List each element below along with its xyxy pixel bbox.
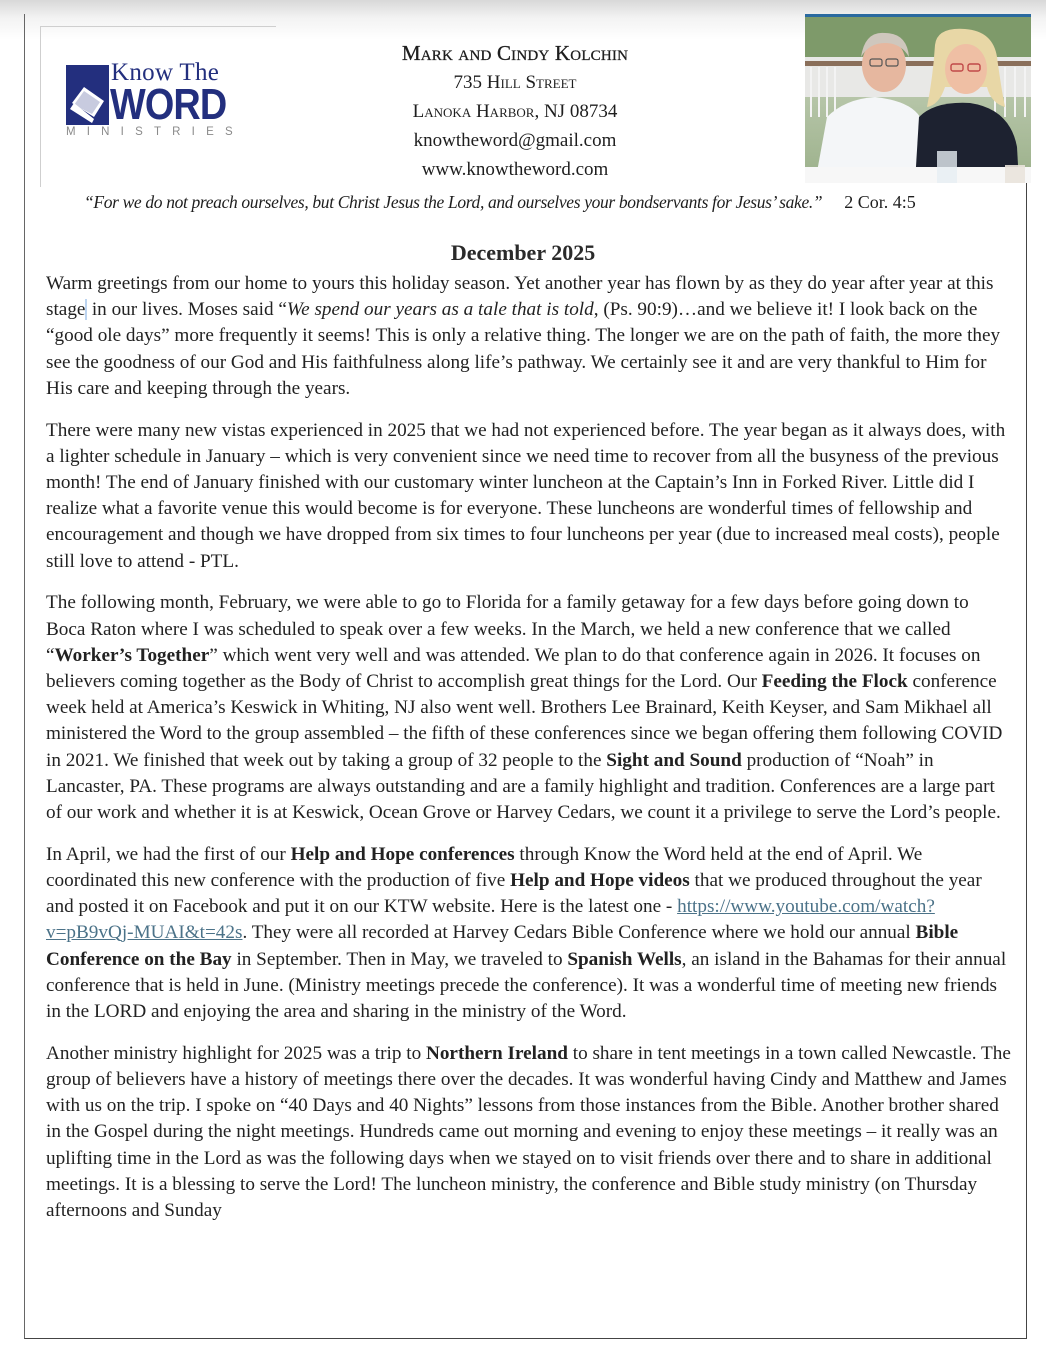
know-the-word-logo (66, 59, 251, 143)
verse-reference: 2 Cor. 4:5 (844, 192, 916, 212)
contact-block (350, 38, 680, 184)
scripture-verse (84, 192, 1014, 213)
couple-photo (805, 14, 1031, 183)
verse-quote: “For we do not preach ourselves, but Christ Jesus the Lord, and ourselves your bondservants for Jesus’ sake.” (84, 192, 823, 212)
paragraph-new-vistas: There were many new vistas experienced in 2025 that we had not experienced before. The year began as it always does, with a lighter schedule in January – which is very convenient since we need time to recover from all the busyness of the previous month! The end of January finished with our customary winter luncheon at the Captain’s Inn in Forked River. Little did I realize what a favorite venue this would become is for everyone. These luncheons are wonderful times of fellowship and encouragement and though we have dropped from six times to four luncheons per year (due to increased meal costs), people still love to attend - PTL. (46, 419, 1006, 572)
logo-word: WORD (110, 80, 227, 129)
website-address[interactable]: www.knowtheword.com (421, 159, 609, 180)
paragraph-northern-ireland: Another ministry highlight for 2025 was a trip to Northern Ireland to share in tent meetings in a town called Newcastle. The group of believers have a history of meetings there over the decades. It was wonderful having Cindy and Matthew and James with us on the trip. I spoke on “40 Days and 40 Nights” lessons from those instances from the Bible. Another brother shared in the Gospel during the night meetings. Hundreds came out morning and evening to enjoy these meetings – it really was an uplifting time in the Lord as was the following days when we stayed on to visit friends over there and to share in additional meetings. It is a blessing to serve the Lord! The luncheon ministry, the conference and Bible study ministry (on Thursday afternoons and Sunday (46, 1042, 1011, 1222)
paragraph-february-march: The following month, February, we were able to go to Florida for a family getaway for a few days before going down to Boca Raton where I was scheduled to speak over a few weeks. In the March, we held a new conference that we called “Worker’s Together” which went very well and was attended. We plan to do that conference again in 2026. It focuses on believers coming together as the Body of Christ to accomplish great things for the Lord. Our Feeding the Flock conference week held at America’s Keswick in Whiting, NJ also went well. Brothers Lee Brainard, Keith Keyser, and Sam Mikhael all ministered the Word to the group assembled – the fifth of these conferences since we began offering them following COVID in 2021. We finished that week out by taking a group of 32 people to the Sight and Sound production of “Noah” in Lancaster, PA. These programs are always outstanding and are a family highlight and tradition. Conferences are a large part of our work and whether it is at Keswick, Ocean Grove or Harvey Cedars, we count it a privilege to serve the Lord’s people. (46, 592, 1003, 824)
newsletter-title: December 2025 (450, 240, 596, 265)
email-address[interactable]: knowtheword@gmail.com (413, 130, 617, 151)
logo-ministries: MINISTRIES (66, 126, 244, 138)
logo-know-the: Know The (111, 59, 220, 86)
paragraph-greeting: Warm greetings from our home to yours this holiday season. Yet another year has flown by as they do year after year at this stage in our lives. Moses said “We spend our years as a tale that is told, (Ps. 90:9)…and we believe it! I look back on the “good ole days” more frequently it seems! This is only a relative thing. The longer we are on the path of faith, the more they see the goodness of our God and His faithfulness along life’s pathway. We certainly see it and are very thankful to Him for His care and keeping through the years. (46, 273, 1001, 399)
street-address: 735 Hill Street (453, 72, 577, 93)
youtube-video-link[interactable]: https://www.youtube.com/watch?v=pB9vQj-MUAI&t=42s (46, 896, 935, 944)
paragraph-april-may: In April, we had the first of our Help and Hope conferences through Know the Word held at the end of April. We coordinated this new conference with the production of five Help and Hope videos that we produced throughout the year and posted it on Facebook and put it on our KTW website. Here is the latest one - https://www.youtube.com/watch?v=pB9vQj-MUAI&t=42s. They were all recorded at Harvey Cedars Bible Conference where we hold our annual Bible Conference on the Bay in September. Then in May, we traveled to Spanish Wells, an island in the Bahamas for their annual conference that is held in June. (Ministry meetings precede the conference). It was a wonderful time of meeting new friends in the LORD and enjoying the area and sharing in the ministry of the Word. (46, 843, 1007, 1023)
open-book-icon (66, 65, 109, 125)
sender-names: Mark and Cindy Kolchin (401, 41, 629, 65)
city-state-zip: Lanoka Harbor, NJ 08734 (412, 101, 618, 122)
newsletter-body (46, 271, 1011, 1240)
